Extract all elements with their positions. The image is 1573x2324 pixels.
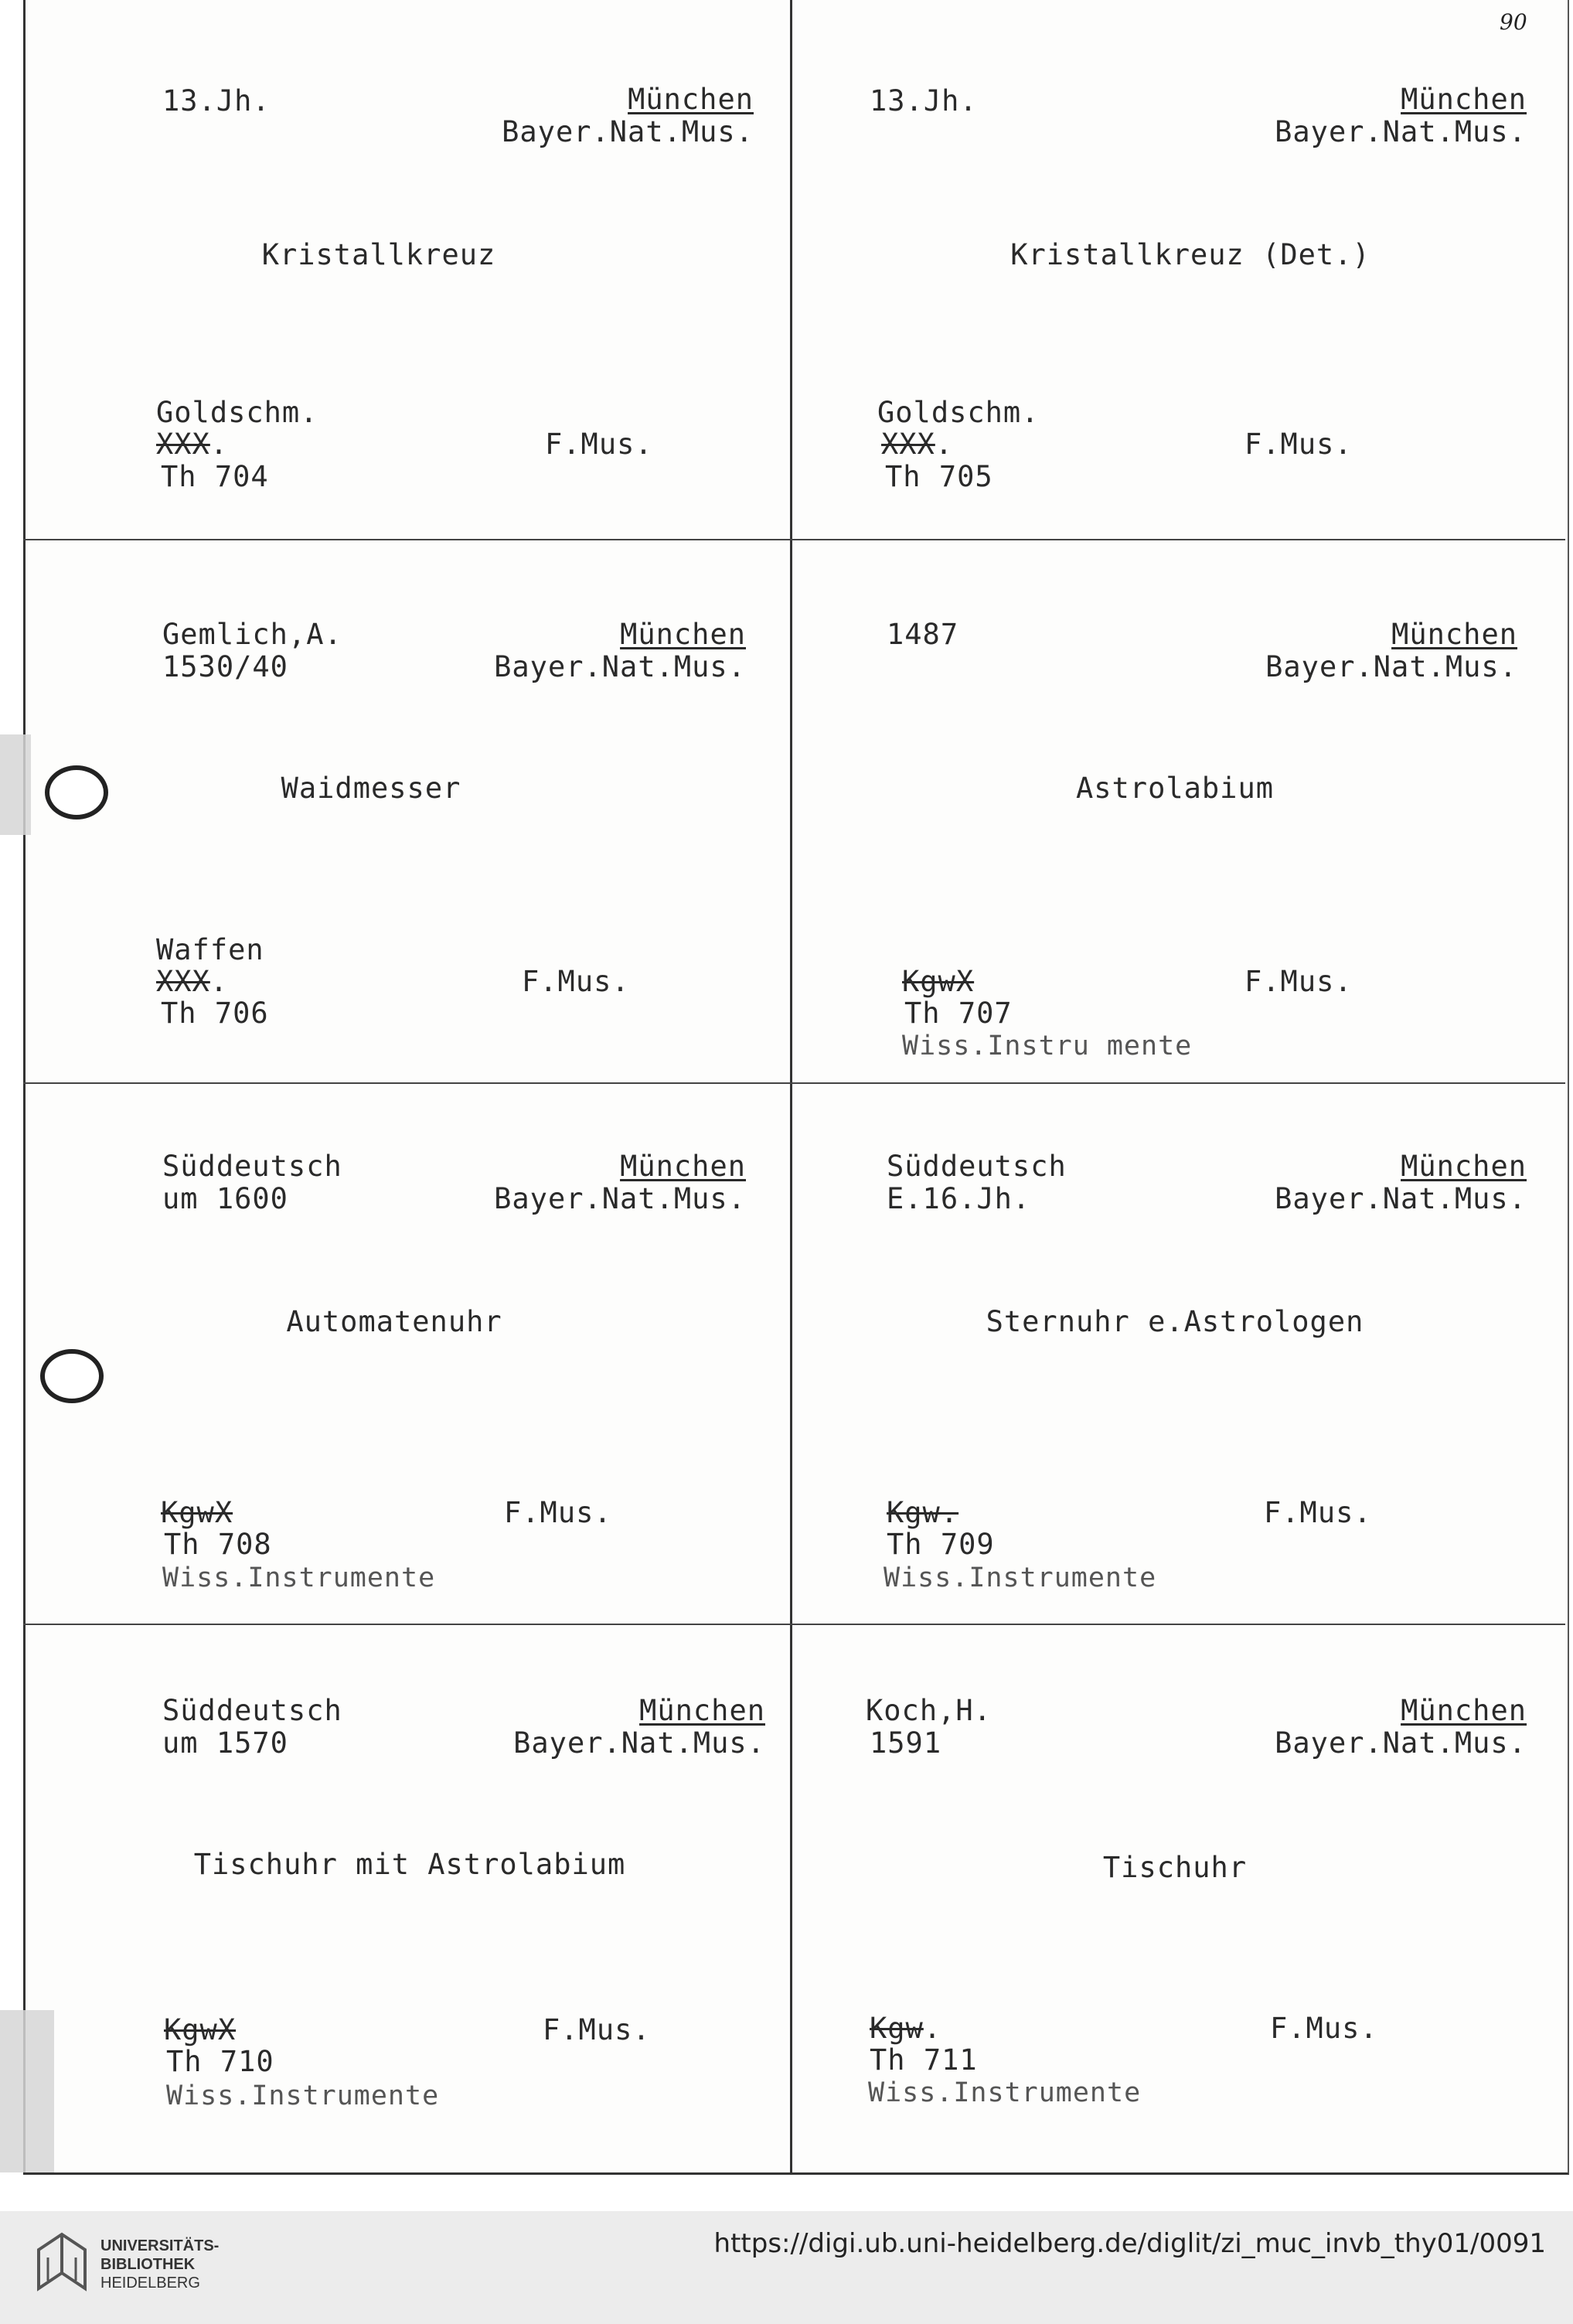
card-museum: Bayer.Nat.Mus. [502, 115, 754, 148]
library-name [100, 2237, 219, 2292]
card-code [156, 428, 228, 461]
card-code-suffix: . [209, 965, 229, 998]
card-location [1275, 1695, 1527, 1760]
catalog-card [792, 541, 1558, 1075]
card-code-suffix: . [935, 428, 954, 461]
card-category: Goldschm. [877, 396, 1040, 429]
catalog-card [31, 0, 788, 533]
catalog-card [792, 0, 1558, 533]
catalog-card [792, 1624, 1558, 2157]
card-fmus: F.Mus. [545, 428, 653, 461]
card-fmus: F.Mus. [1244, 965, 1353, 998]
card-city: München [1391, 618, 1517, 651]
card-origin: Süddeutsch [887, 1150, 1067, 1183]
card-title: Automatenuhr [286, 1305, 502, 1338]
card-code [902, 966, 974, 998]
card-category: Goldschm. [156, 396, 318, 429]
card-city: München [639, 1694, 765, 1727]
card-fmus: F.Mus. [1270, 2012, 1378, 2045]
source-url-link[interactable]: https://digi.ub.uni-heidelberg.de/diglit/zi_muc_invb_thy01/0091 [713, 2228, 1546, 2259]
card-location [494, 1150, 746, 1215]
card-code-struck: KgwX [902, 965, 975, 998]
card-subject: Wiss.Instrumente [884, 1562, 1157, 1593]
card-inventory: Th 711 [870, 2043, 978, 2077]
card-fmus: F.Mus. [543, 2013, 651, 2046]
card-location [1275, 1150, 1527, 1215]
card-fmus: F.Mus. [522, 965, 630, 998]
card-subject: Wiss.Instru mente [902, 1031, 1193, 1061]
card-city: München [1401, 1694, 1527, 1727]
card-origin: Süddeutsch [162, 1694, 342, 1727]
card-location [1265, 618, 1517, 683]
card-museum: Bayer.Nat.Mus. [1275, 1182, 1527, 1215]
card-code [881, 428, 953, 461]
card-author: Gemlich,A. [162, 618, 342, 651]
card-museum: Bayer.Nat.Mus. [494, 1182, 746, 1215]
card-title: Tischuhr mit Astrolabium [193, 1848, 626, 1881]
card-code-struck: XXX [881, 428, 935, 461]
card-title: Waidmesser [281, 772, 461, 805]
card-code [156, 966, 228, 998]
card-inventory: Th 706 [161, 997, 269, 1030]
row-divider [23, 539, 1565, 540]
card-location [1275, 83, 1527, 148]
card-title: Kristallkreuz (Det.) [1010, 238, 1370, 271]
card-code-struck: Kgw [870, 2012, 924, 2045]
card-code [161, 1497, 233, 1529]
card-code-struck: XXX [156, 428, 210, 461]
card-date: um 1570 [162, 1726, 288, 1760]
card-city: München [620, 1150, 746, 1183]
card-title: Tischuhr [1102, 1851, 1248, 1884]
card-subject: Wiss.Instrumente [162, 1562, 436, 1593]
card-date: um 1600 [162, 1182, 288, 1215]
card-inventory: Th 704 [161, 460, 269, 493]
card-city: München [1401, 83, 1527, 116]
card-code-suffix: . [923, 2012, 942, 2045]
card-fmus: F.Mus. [1264, 1496, 1372, 1529]
card-code [870, 2012, 941, 2045]
card-title: Astrolabium [1075, 772, 1275, 805]
card-location [513, 1695, 765, 1760]
card-inventory: Th 708 [164, 1528, 272, 1561]
catalog-card [31, 541, 788, 1075]
card-date: 13.Jh. [162, 84, 271, 118]
library-name-line: BIBLIOTHEK [100, 2256, 196, 2273]
card-location [494, 618, 746, 683]
library-name-line: UNIVERSITÄTS- [100, 2237, 220, 2254]
card-origin: Süddeutsch [162, 1150, 342, 1183]
card-date: E.16.Jh. [887, 1182, 1031, 1215]
card-inventory: Th 710 [166, 2045, 274, 2078]
card-museum: Bayer.Nat.Mus. [513, 1726, 765, 1760]
card-subject: Wiss.Instrumente [868, 2077, 1142, 2108]
card-inventory: Th 709 [887, 1528, 995, 1561]
card-city: München [628, 83, 754, 116]
catalog-card [31, 1082, 788, 1616]
card-title: Sternuhr e.Astrologen [986, 1305, 1364, 1338]
catalog-card [31, 1624, 788, 2157]
card-subject: Wiss.Instrumente [166, 2080, 440, 2111]
card-code-struck: KgwX [164, 2013, 237, 2046]
catalog-card [792, 1082, 1558, 1616]
card-code-struck: Kgw. [887, 1496, 959, 1529]
page-number: 90 [1500, 9, 1527, 35]
card-location [502, 83, 754, 148]
card-date: 1487 [887, 618, 959, 651]
card-code [164, 2014, 236, 2046]
card-date: 1591 [870, 1726, 942, 1760]
university-library-logo-icon [31, 2227, 93, 2298]
card-fmus: F.Mus. [504, 1496, 612, 1529]
card-museum: Bayer.Nat.Mus. [1265, 650, 1517, 683]
card-author: Koch,H. [866, 1694, 992, 1727]
card-museum: Bayer.Nat.Mus. [494, 650, 746, 683]
card-city: München [1401, 1150, 1527, 1183]
card-date: 13.Jh. [870, 84, 978, 118]
card-museum: Bayer.Nat.Mus. [1275, 1726, 1527, 1760]
card-title: Kristallkreuz [261, 238, 496, 271]
card-date: 1530/40 [162, 650, 288, 683]
card-fmus: F.Mus. [1244, 428, 1353, 461]
card-code [887, 1497, 958, 1529]
card-inventory: Th 707 [904, 997, 1013, 1030]
card-category: Waffen [156, 933, 264, 966]
card-code-struck: XXX [156, 965, 210, 998]
card-inventory: Th 705 [885, 460, 993, 493]
card-city: München [620, 618, 746, 651]
card-code-suffix: . [209, 428, 229, 461]
card-code-struck: KgwX [161, 1496, 233, 1529]
card-museum: Bayer.Nat.Mus. [1275, 115, 1527, 148]
library-name-line: HEIDELBERG [100, 2275, 200, 2292]
